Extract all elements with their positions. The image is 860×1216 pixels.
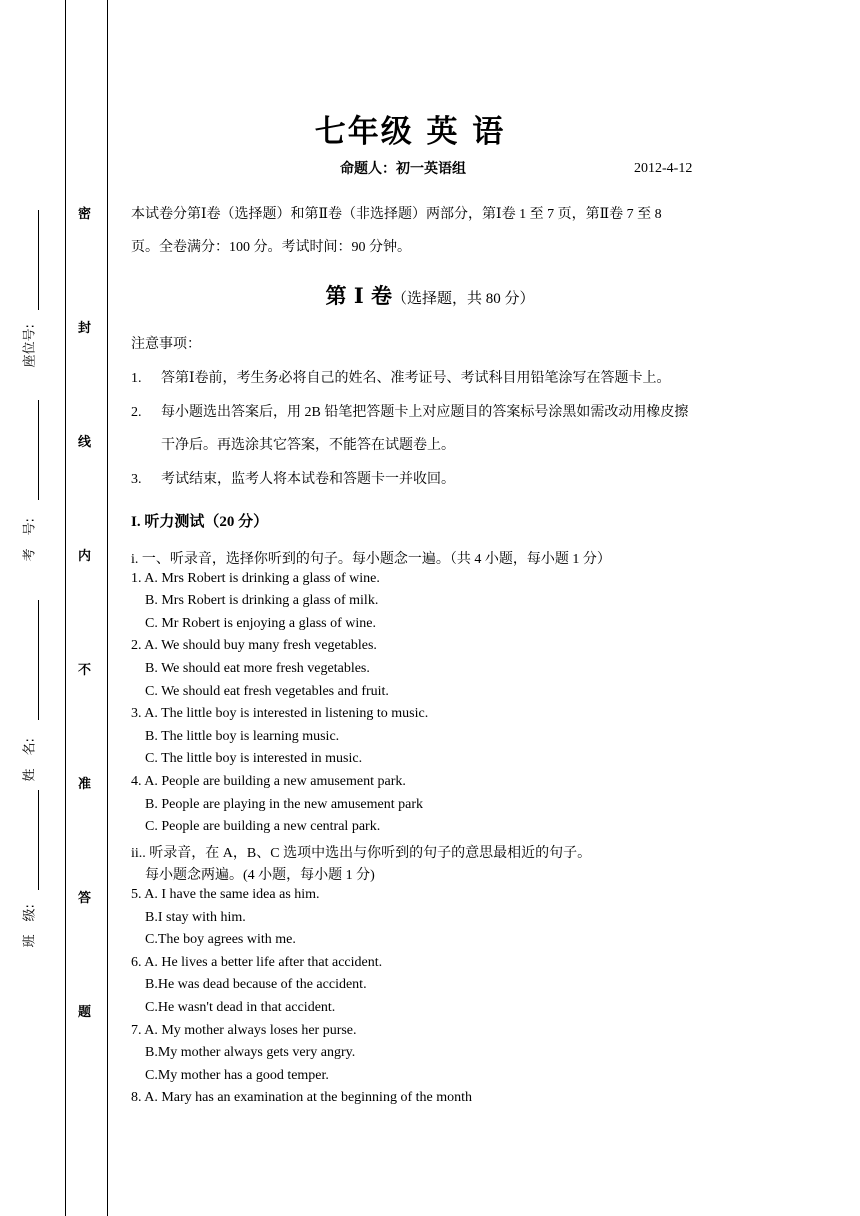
question-line: 5. A. I have the same idea as him. xyxy=(131,887,320,902)
seal-char: 不 xyxy=(78,663,92,678)
answer-option: B. People are playing in the new amusement park xyxy=(145,796,423,812)
binding-line-right xyxy=(107,0,108,1216)
name-field[interactable] xyxy=(38,600,39,720)
answer-option: 每小题念两遍。(4 小题，每小题 1 分) xyxy=(145,868,375,884)
seal-char: 线 xyxy=(78,435,92,450)
seal-char: 题 xyxy=(78,1005,92,1020)
listening-heading: I. 听力测试（20 分） xyxy=(131,514,269,530)
note-text: 干净后。再选涂其它答案，不能答在试题卷上。 xyxy=(161,438,455,453)
seal-char: 密 xyxy=(78,207,92,222)
note-text: 每小题选出答案后，用 2B 铅笔把答题卡上对应题目的答案标号涂黑如需改动用橡皮擦 xyxy=(161,405,689,420)
name-label: 姓 名: xyxy=(22,738,38,782)
note-number: 1. xyxy=(131,371,142,386)
note-item xyxy=(131,468,455,488)
question-line: i. 一、听录音，选择你听到的句子。每小题念一遍。（共 4 小题，每小题 1 分） xyxy=(131,552,611,567)
note-number: 2. xyxy=(131,405,142,420)
question-line: 3. A. The little boy is interested in listening to music. xyxy=(131,706,429,722)
question-line: 7. A. My mother always loses her purse. xyxy=(131,1022,357,1038)
question-line: 1. A. Mrs Robert is drinking a glass of wine. xyxy=(131,570,380,586)
note-text: 考试结束，监考人将本试卷和答题卡一并收回。 xyxy=(161,472,455,487)
answer-option: C. We should eat fresh vegetables and fruit. xyxy=(145,683,389,699)
seal-char: 答 xyxy=(78,891,92,906)
question-line: 6. A. He lives a better life after that accident. xyxy=(131,954,383,970)
note-item xyxy=(131,434,455,454)
exam-date: 2012-4-12 xyxy=(634,161,693,176)
author-line: 命题人：初一英语组 xyxy=(340,161,466,177)
answer-option: B. Mrs Robert is drinking a glass of milk. xyxy=(145,593,379,609)
answer-option: B.My mother always gets very angry. xyxy=(145,1045,356,1061)
answer-option: B. We should eat more fresh vegetables. xyxy=(145,661,370,676)
exam-number-label: 考 号: xyxy=(22,518,38,562)
binding-line-left xyxy=(65,0,66,1216)
answer-option: C.My mother has a good temper. xyxy=(145,1067,329,1083)
page-title: 七年级 英 语 xyxy=(314,114,506,150)
answer-option: C.He wasn't dead in that accident. xyxy=(145,1000,336,1015)
class-field[interactable] xyxy=(38,790,39,890)
question-line: 2. A. We should buy many fresh vegetables. xyxy=(131,638,377,654)
notes-heading: 注意事项： xyxy=(131,337,201,352)
answer-option: C. Mr Robert is enjoying a glass of wine. xyxy=(145,615,376,631)
part-title xyxy=(0,280,860,310)
answer-option: B.I stay with him. xyxy=(145,909,246,925)
seal-char: 封 xyxy=(78,321,92,336)
intro-line: 页。全卷满分：100 分。考试时间：90 分钟。 xyxy=(131,240,411,255)
note-number: 3. xyxy=(131,472,142,487)
answer-option: B. The little boy is learning music. xyxy=(145,728,340,744)
exam-number-field[interactable] xyxy=(38,400,39,500)
question-line: 8. A. Mary has an examination at the beginning of the month xyxy=(131,1090,472,1106)
note-text: 答第Ⅰ卷前，考生务必将自己的姓名、准考证号、考试科目用铅笔涂写在答题卡上。 xyxy=(161,371,671,386)
class-label: 班 级: xyxy=(22,904,38,948)
intro-line: 本试卷分第Ⅰ卷（选择题）和第Ⅱ卷（非选择题）两部分，第Ⅰ卷 1 至 7 页，第Ⅱ卷 7 至 8 xyxy=(131,207,662,222)
part-title-sub: （选择题，共 80 分） xyxy=(391,291,535,307)
answer-option: C. People are building a new central park. xyxy=(145,819,381,835)
question-line: ii.. 听录音，在 A，B、C 选项中选出与你听到的句子的意思最相近的句子。 xyxy=(131,845,592,861)
question-line: 4. A. People are building a new amusement park. xyxy=(131,774,406,789)
seal-char: 准 xyxy=(78,777,92,792)
answer-option: C.The boy agrees with me. xyxy=(145,932,296,948)
answer-option: C. The little boy is interested in music. xyxy=(145,751,363,767)
seal-char: 内 xyxy=(78,549,92,564)
seat-number-label: 座位号: xyxy=(22,324,38,368)
note-item xyxy=(131,367,671,387)
note-item xyxy=(131,401,688,421)
answer-option: B.He was dead because of the accident. xyxy=(145,977,367,993)
part-title-main: 第 I 卷 xyxy=(325,283,392,308)
